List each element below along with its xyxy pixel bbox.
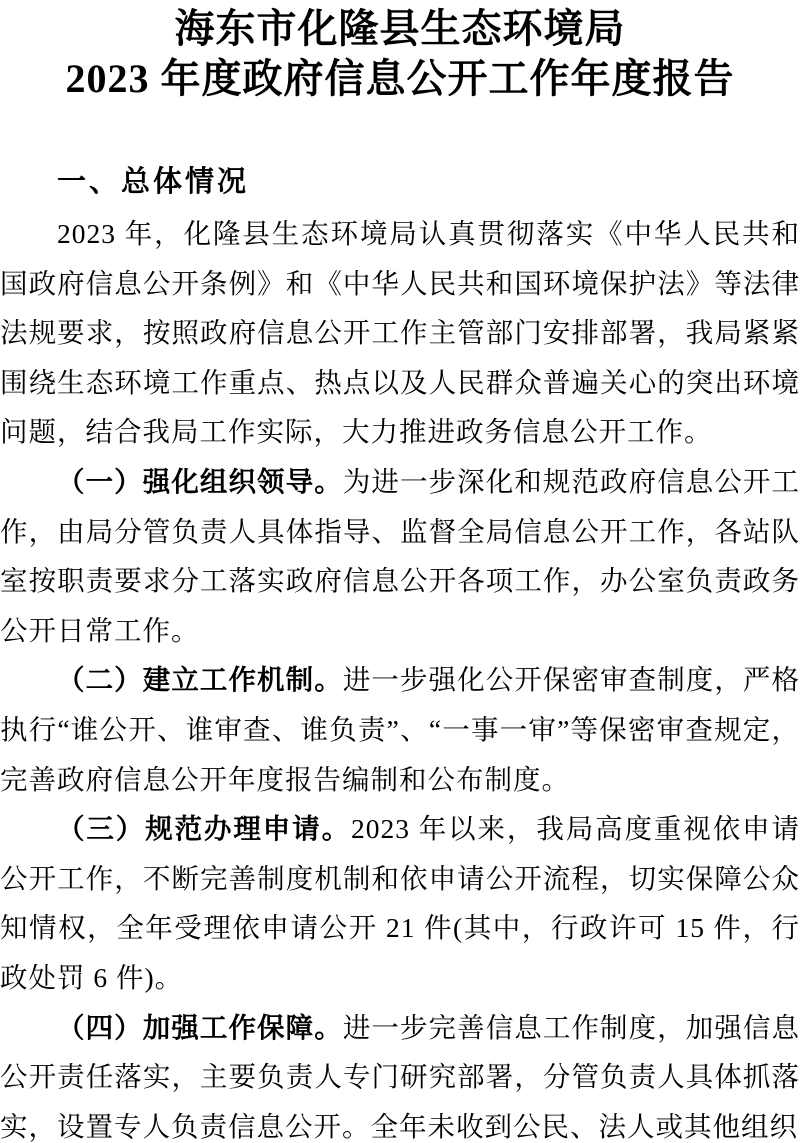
document-title-line-1: 海东市化隆县生态环境局 [174,6,626,51]
paragraph-item-1-lead: （一）强化组织领导。 [57,465,343,497]
paragraph-item-3-text: 2023 年以来，我局高度重视依申请公开工作，不断完善制度机制和依申请公开流程，切实保障公众知情权，全年受理依申请公开 21 件(其中，行政许可 15 件，行政处罚 6 件)。 [0,813,800,993]
document-title [0,0,800,104]
paragraph-item-3 [0,804,800,1002]
paragraph-item-1 [0,457,800,655]
paragraph-intro-text: 2023 年，化隆县生态环境局认真贯彻落实《中华人民共和国政府信息公开条例》和《中华人民共和国环境保护法》等法律法规要求，按照政府信息公开工作主管部门安排部署，我局紧紧围绕生态环境工作重点、热点以及人民群众普遍关心的突出环境问题，结合我局工作实际，大力推进政务信息公开工作。 [0,218,800,448]
paragraph-item-1-text: 为进一步深化和规范政府信息公开工作，由局分管负责人具体指导、监督全局信息公开工作，各站队室按职责要求分工落实政府信息公开各项工作，办公室负责政务公开日常工作。 [0,465,800,646]
paragraph-item-4-text: 进一步完善信息工作制度，加强信息公开责任落实，主要负责人专门研究部署，分管负责人具体抓落实，设置专人负责信息公开。全年未收到公民、法人或其他组织 [0,1011,800,1142]
paragraph-intro [0,209,800,457]
paragraph-item-2-text: 进一步强化公开保密审查制度，严格执行“谁公开、谁审查、谁负责”、“一事一审”等保密审查规定，完善政府信息公开年度报告编制和公布制度。 [0,664,800,795]
document-title-line-2: 2023 年度政府信息公开工作年度报告 [65,56,735,101]
section-heading-overall-situation: 一、总体情况 [57,166,250,198]
paragraph-item-4-lead: （四）加强工作保障。 [57,1011,343,1043]
paragraph-item-3-lead: （三）规范办理申请。 [57,813,351,845]
paragraph-item-4 [0,1003,800,1143]
document-body [0,209,800,1143]
paragraph-item-2 [0,655,800,804]
paragraph-item-2-lead: （二）建立工作机制。 [57,664,343,696]
